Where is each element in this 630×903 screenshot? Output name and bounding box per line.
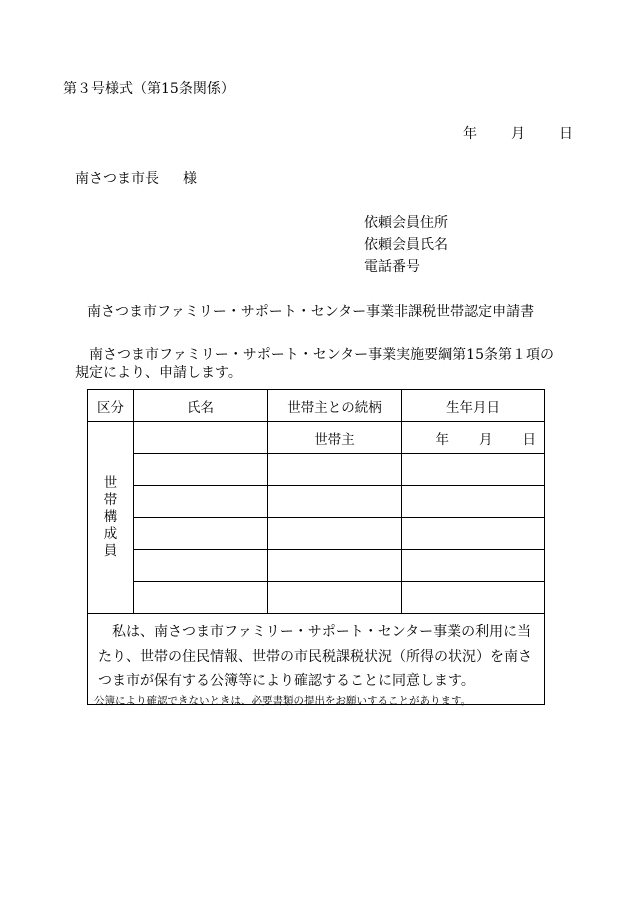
header-birthdate: 生年月日 xyxy=(402,390,545,422)
birth-year-label: 年 xyxy=(435,431,449,448)
form-number: 第３号様式（第15条関係） xyxy=(63,81,235,97)
birthdate-cell[interactable] xyxy=(402,550,545,582)
relationship-cell: 世帯主 xyxy=(268,422,402,454)
applicant-block xyxy=(364,214,448,280)
applicant-phone-label: 電話番号 xyxy=(364,259,420,275)
honorific: 様 xyxy=(183,171,197,187)
category-cell xyxy=(88,422,134,614)
header-category: 区分 xyxy=(88,390,134,422)
table-row xyxy=(88,518,545,550)
birth-month-label: 月 xyxy=(479,431,493,448)
birth-day-label: 日 xyxy=(522,431,536,448)
intro-line-1: 南さつま市ファミリー・サポート・センター事業実施要綱第15条第１項の xyxy=(89,347,554,363)
table-row xyxy=(88,486,545,518)
relationship-cell[interactable] xyxy=(268,518,402,550)
table-row xyxy=(88,454,545,486)
relationship-cell[interactable] xyxy=(268,454,402,486)
household-members-table xyxy=(87,389,545,705)
intro-line-2: 規定により、申請します。 xyxy=(75,365,242,381)
date-month-label: 月 xyxy=(511,126,525,142)
table-row xyxy=(88,550,545,582)
consent-row xyxy=(88,614,545,705)
name-cell[interactable] xyxy=(134,422,268,454)
document-title: 南さつま市ファミリー・サポート・センター事業非課税世帯認定申請書 xyxy=(87,304,535,320)
name-cell[interactable] xyxy=(134,582,268,614)
birthdate-cell[interactable] xyxy=(402,518,545,550)
intro-paragraph xyxy=(75,346,565,382)
category-label: 世帯構成員 xyxy=(103,475,118,559)
table-row xyxy=(88,582,545,614)
birthdate-cell[interactable] xyxy=(402,582,545,614)
birthdate-cell[interactable] xyxy=(402,454,545,486)
date-year-label: 年 xyxy=(463,126,477,142)
applicant-address-label: 依頼会員住所 xyxy=(364,215,448,231)
consent-cell xyxy=(88,614,545,705)
relationship-cell[interactable] xyxy=(268,550,402,582)
name-cell[interactable] xyxy=(134,454,268,486)
relationship-cell[interactable] xyxy=(268,486,402,518)
footnote: 公簿により確認できないときは、必要書類の提出をお願いすることがあります。 xyxy=(94,695,472,707)
addressee xyxy=(75,170,197,188)
consent-text: 私は、南さつま市ファミリー・サポート・センター事業の利用に当たり、世帯の住民情報、世帯の市民税課税状況（所得の状況）を南さつま市が保有する公簿等により確認することに同意します。 xyxy=(98,624,532,689)
birthdate-cell[interactable] xyxy=(402,422,545,454)
date-day-label: 日 xyxy=(559,126,573,142)
addressee-name: 南さつま市長 xyxy=(75,171,159,187)
applicant-name-label: 依頼会員氏名 xyxy=(364,237,448,253)
name-cell[interactable] xyxy=(134,518,268,550)
application-date xyxy=(463,125,573,143)
name-cell[interactable] xyxy=(134,486,268,518)
table-row xyxy=(88,422,545,454)
header-relationship: 世帯主との続柄 xyxy=(268,390,402,422)
name-cell[interactable] xyxy=(134,550,268,582)
header-name: 氏名 xyxy=(134,390,268,422)
relationship-cell[interactable] xyxy=(268,582,402,614)
table-header-row xyxy=(88,390,545,422)
birthdate-cell[interactable] xyxy=(402,486,545,518)
